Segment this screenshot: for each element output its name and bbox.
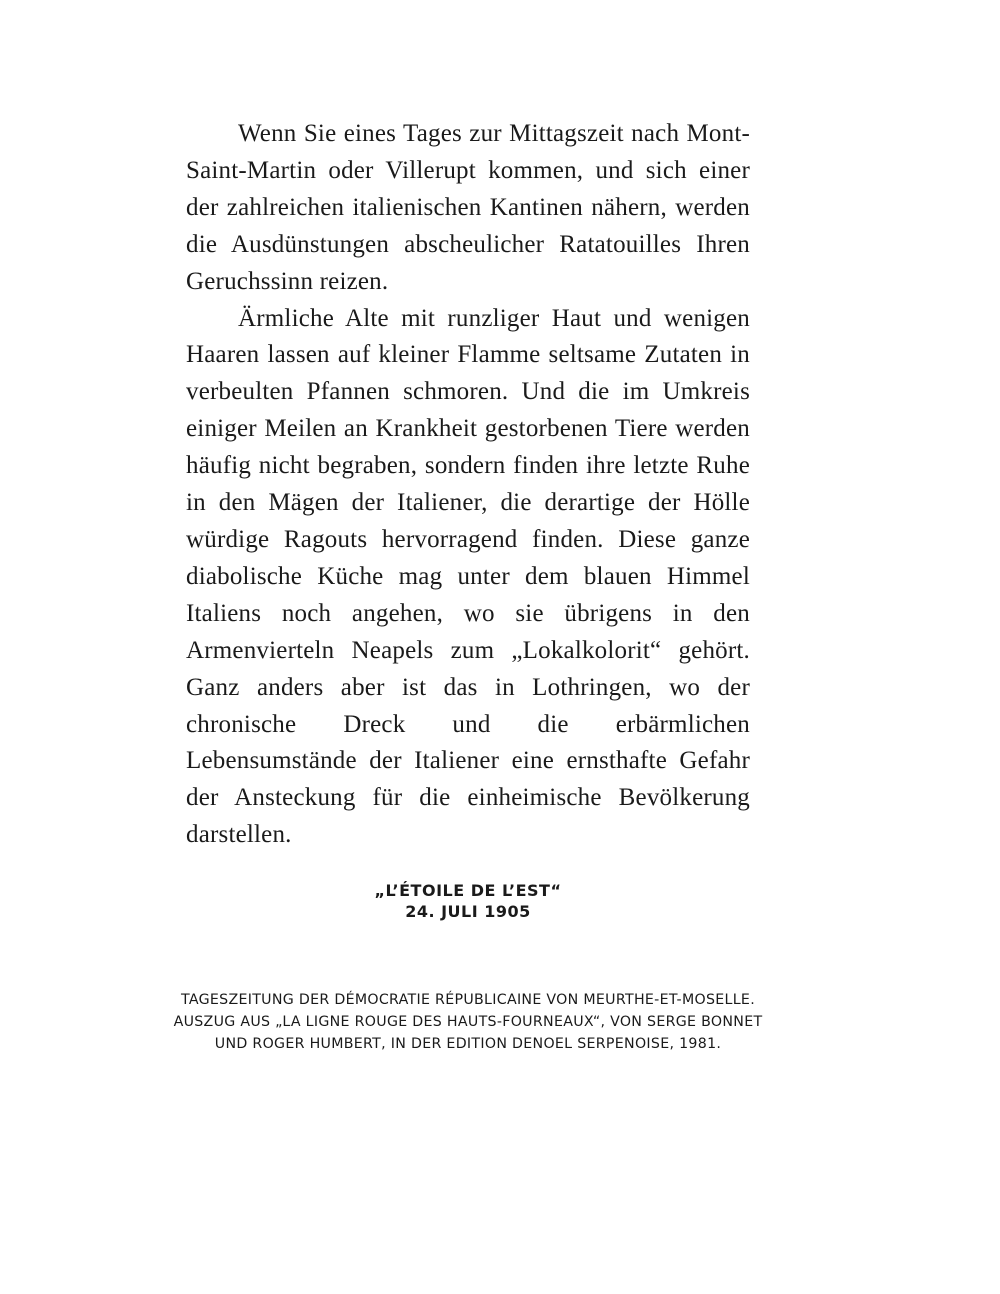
footnote-line: TAGESZEITUNG DER DÉMOCRATIE RÉPUBLICAINE VON MEURTHE-ET-MOSELLE.	[180, 992, 756, 1008]
footnote	[0, 989, 936, 1055]
footnote-line: AUSZUG AUS „LA LIGNE ROUGE DES HAUTS-FOURNEAUX“, VON SERGE BONNET	[173, 1014, 763, 1030]
footnote-line: UND ROGER HUMBERT, IN DER EDITION DENOEL SERPENOISE, 1981.	[214, 1036, 722, 1052]
article-text	[186, 116, 750, 854]
source-date: 24. JULI 1905	[405, 902, 531, 921]
paragraph: Ärmliche Alte mit runzliger Haut und wenigen Haaren lassen auf kleiner Flamme seltsame Zutaten in verbeulten Pfannen schmoren. Und die im Umkreis einiger Meilen an Krankheit gestorbenen Tiere werden häufig nicht begraben, sondern finden ihre letzte Ruhe in den Mägen der Italiener, die derartige der Hölle würdige Ragouts hervorragend finden. Diese ganze diabolische Küche mag unter dem blauen Himmel Italiens noch angehen, wo sie übrigens in den Armenvierteln Neapels zum „Lokalkolorit“ gehört. Ganz anders aber ist das in Lothringen, wo der chronische Dreck und die erbärmlichen Lebensumstände der Italiener eine ernsthafte Gefahr der Ansteckung für die einheimische Bevölkerung darstellen.	[186, 304, 750, 849]
source-publication: „L’ÉTOILE DE L’EST“	[374, 881, 562, 900]
paragraph: Wenn Sie eines Tages zur Mittagszeit nach Mont-Saint-Martin oder Villerupt kommen, und sich einer der zahlreichen italienischen Kantinen nähern, werden die Ausdünstungen abscheulicher Ratatouilles Ihren Geruchssinn reizen.	[186, 120, 750, 295]
source-citation	[0, 880, 936, 922]
